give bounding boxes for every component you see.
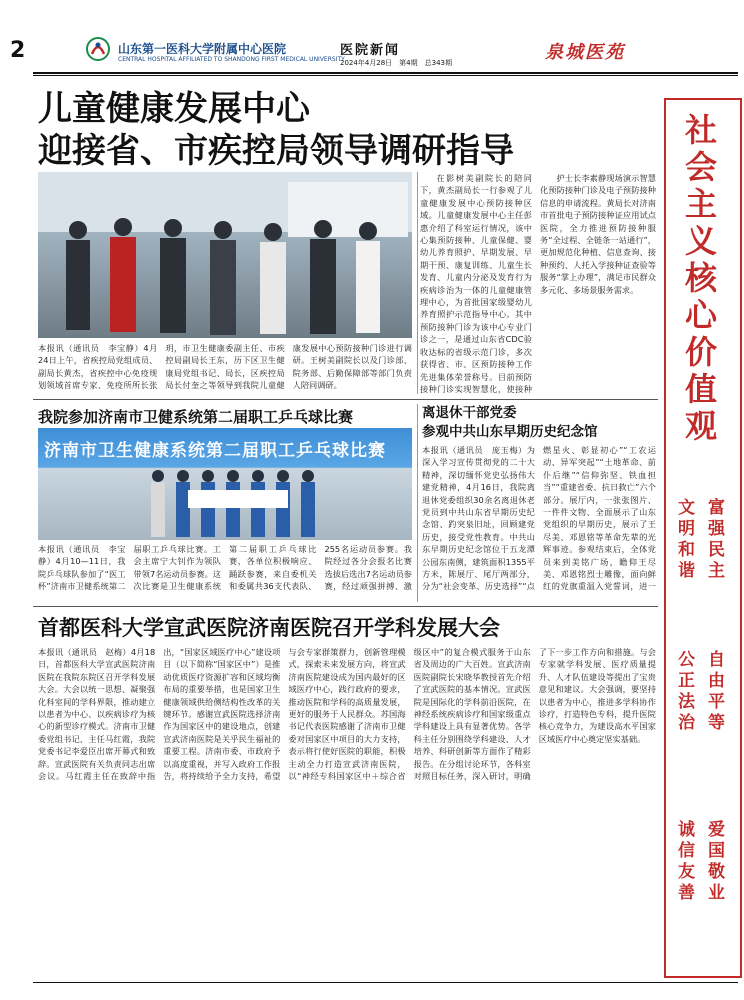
article1-body-col2: [420, 172, 532, 394]
issue-info: 2024年4月28日 第4期 总343期: [340, 59, 452, 67]
article1-caption: [38, 342, 412, 394]
core-values-col5: 爱国敬业: [708, 820, 725, 903]
section-rule: [33, 606, 658, 607]
hospital-logo-icon: [85, 36, 111, 62]
section-rule: [33, 399, 658, 400]
core-values-col3: 自由平等: [708, 650, 725, 733]
article1-title-line1: 儿童健康发展中心: [38, 89, 310, 129]
hospital-name-en: CENTRAL HOSPITAL AFFILIATED TO SHANDONG FIRST MEDICAL UNIVERSITY: [118, 56, 345, 63]
article1-photo: [38, 172, 412, 338]
article1-col3-text: 护士长李素静现场演示智慧化预防接种门诊及电子预防接种信息的申请流程。黄局长对济南市首批电子预防接种证应用试点医院，全力推进预防接种服务“全过程、全链条一站通行”，更加规范化种植、信息查询、接种预约、人托入学接种证查验等服务“掌上办理”，满足市民群众多元化、多场景服务需求。: [540, 173, 656, 295]
team-photo-image: [38, 428, 412, 540]
article2-photo-banner: 济南市卫生健康系统第二届职工乒乓球比赛: [44, 441, 386, 461]
hospital-name: 山东第一医科大学附属中心医院: [118, 42, 287, 56]
article1-col2-text: 在影树美副院长的陪同下，黄杰副局长一行参观了儿童健康发展中心预防接种区域。儿童健康发展中心主任彭惠介绍了科室运行情况，该中心集预防接种、儿童保健、婴幼儿养育照护、早期发展、早期干预、康复训练、儿童生长发育、儿童内分泌及发育行为疾病诊治为一体的儿童健康管理中心，为首批国家级婴幼儿养育照护示范指导中心。其中预防接种门诊为该中心专业门诊之一，是通过山东省CDC验收达标的省级示范门诊，多次获得省、市、区预防接种工作先进集体荣誉称号。目前预防接种门诊实现智慧化，使接种: [420, 173, 532, 394]
header-rule: [33, 72, 738, 74]
article2-title: 我院参加济南市卫健系统第二届职工乒乓球比赛: [38, 408, 354, 426]
article3-title-line2: 参观中共山东早期历史纪念馆: [422, 424, 598, 440]
core-values-title: 社会主义核心价值观: [684, 111, 717, 445]
article2-body: [38, 543, 412, 601]
article3-body-text: 本报讯（通讯员 庞玉梅）为深入学习宣传贯彻党的二十大精神，深切缅怀党史弘扬伟大建党精神，4月16日，我院离退休党委组织30余名离退休老党员到中共山东省早期历史纪念馆、趵突泉旧址，回顾建党历史，接受党性教育。中共山东早期历史纪念馆位于五龙潭公园东南侧，建筑面积1355平方米，陈展厅、尾厅两部分，分为“社会变革、历史选择”“点燃星火、彰显初心”“工农运动、异军突起”“土地革命、前仆后继”“信仰弥坚、铁血担当”“重建省委、抗日救亡”六个部分。展厅内，一张张图片、一件件文物、全面展示了山东党组织的早期历史，展示了王尽美、邓恩铭等革命先辈的光辉事迹。参观结束后，全体党员来到美铭广场，瞻仰王尽美、邓恩铭烈士雕像，面向鲜红的党旗重温入党誓词，进一: [422, 445, 656, 592]
footer-rule: [33, 982, 738, 983]
column-divider: [417, 172, 418, 394]
people-group-image: [38, 172, 412, 338]
column-divider: [417, 404, 418, 602]
article3-title-line1: 离退休干部党委: [422, 405, 517, 421]
article1-title: [38, 88, 514, 172]
article4-body: [38, 646, 656, 976]
article1-caption-text: 本报讯（通讯员 李宝静）4月24日上午，省疾控局党组成员、副局长黄杰，省疾控中心免疫规划领域首席专家、免疫所所长张玥，市卫生健康委副主任、市疾控局副局长王东，历下区卫生健康局党组书记、局长，区疾控局局长付奎之等领导到我院儿童健康发展中心预防接种门诊进行调研。王树美副院长以及门诊部、院务部、后勤保障部等部门负责人陪同调研。: [38, 343, 412, 391]
core-values-col6: 诚信友善: [678, 820, 695, 903]
core-values-col2: 文明和谐: [678, 498, 695, 581]
section-title: 医院新闻: [340, 43, 401, 58]
article1-title-line2: 迎接省、市疾控局领导调研指导: [38, 131, 514, 171]
page-number: 2: [10, 38, 26, 63]
article2-body-text: 本报讯（通讯员 李宝静）4月10—11日，我院乒乓球队参加了“医工杯”济南市卫健系统第二届职工乒乓球比赛。工会主席宁大钊作为领队带领7名运动员参赛。这次比赛是卫生健康系统第二届职工乒乓球比赛，各单位积极响应、踊跃参赛，来自委机关和委属共36支代表队、255名运动员参赛。我院经过各分会报名比赛选拔后选出7名运动员参赛，经过顽强拼搏、激: [38, 544, 412, 592]
core-values-col4: 公正法治: [678, 650, 695, 733]
article3-title: [422, 404, 598, 442]
core-values-col1: 富强民主: [708, 498, 725, 581]
article4-body-text: 本报讯（通讯员 赵梅）4月18日，首都医科大学宣武医院济南医院在我院东院区召开学科发展大会。大会以统一思想、凝聚强化科室间的学科界限，推动建立以患者为中心、以疾病诊疗为核心的新型诊疗模式。济南市卫健委党组书记、主任马红霞，我院党委书记李爱臣出席开幕式和致辞。宣武医院有关负责同志出席会议。马红霞主任在致辞中指出，“国家区域医疗中心”建设项目（以下简称“国家区中”）是推动优质医疗资源扩容和区域均衡布局的重要举措，也是国家卫生健康领域供给侧结构性改革的关键环节。感谢宣武医院选择济南作为国家区中的建设地点，创建宣武济南医院是关乎民生福祉的重要工程。济南市委、市政府予以高度重视，并写入政府工作报告，将持续给予全力支持，希望与会专家群策群力，创新管理模式，探索未来发展方向，将宣武济南医院建设成为国内最好的区域医疗中心，践行政府的要求，推动医院和学科的高质量发展，更好的服务于人民群众。苏国海书记代表医院感谢了济南市卫健委对国家区中项目的大力支持，表示将行使好医院的职能，积极主动全力打造宣武济南医院，以“神经专科国家区中＋综合省级区中”的复合模式服务于山东省及周边的广大百姓。宣武济南医院副院长宋晓华教授首先介绍了宣武医院的基本情况。宣武医院是国际化的学科前沿医院，在神经系统疾病诊疗和国家级重点学科建设上具有显著优势。各学科主任分别围绕学科建设、人才培养、科研创新等方面作了精彩报告。在分组讨论环节，各科室对照目标任务，深入研讨，明确了下一步工作方向和措施。与会专家就学科发展、医疗质量提升、人才队伍建设等提出了宝贵意见和建议。大会强调，要坚持以患者为中心，推进多学科协作诊疗，打造特色专科，提升医院核心竞争力，为建设高水平国家区域医疗中心奠定坚实基础。: [38, 647, 656, 782]
article1-body-col3: [540, 172, 656, 394]
article3-body: [422, 444, 656, 602]
article2-photo: [38, 428, 412, 540]
article4-title: 首都医科大学宣武医院济南医院召开学科发展大会: [38, 615, 500, 640]
header-rule-thin: [33, 75, 738, 76]
brand-calligraphy: 泉城医苑: [545, 42, 625, 63]
